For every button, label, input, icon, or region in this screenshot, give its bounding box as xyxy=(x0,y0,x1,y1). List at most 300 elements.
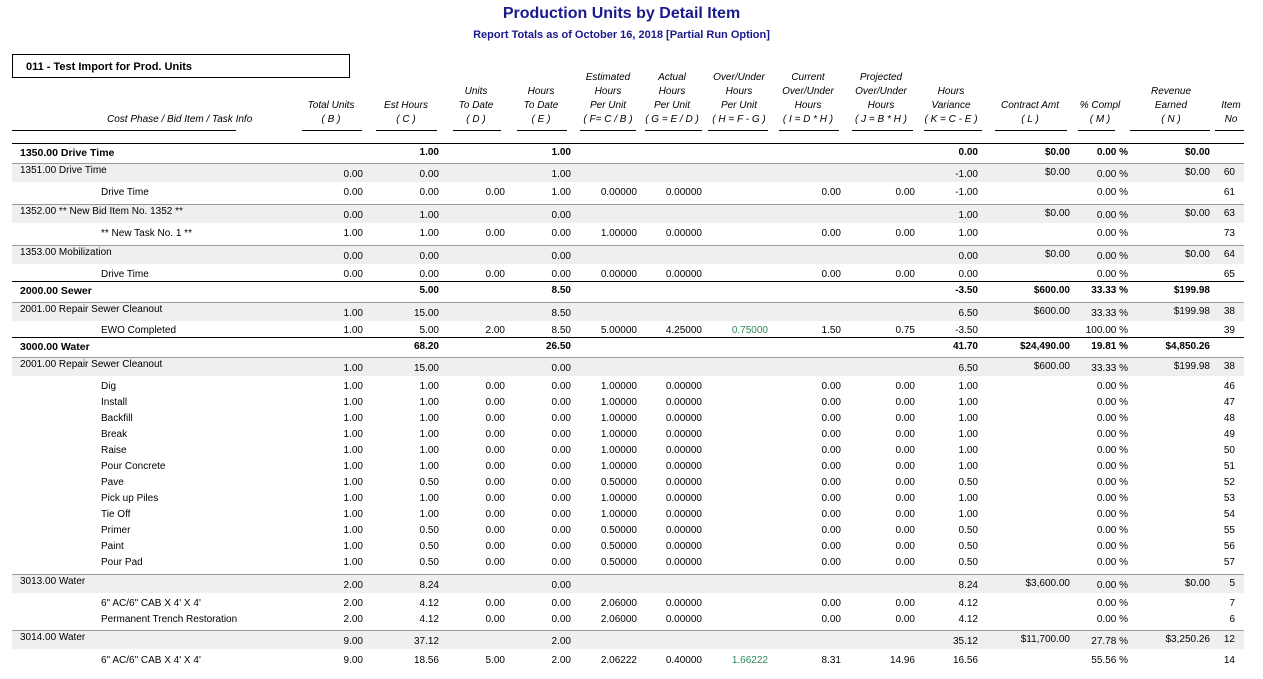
cell-hours-to-date: 0.00 xyxy=(551,228,571,239)
cell-est-hpu: 0.50000 xyxy=(600,541,637,552)
cell-act-hpu: 0.00000 xyxy=(665,614,702,625)
header-proj_ou: Projected Over/Under Hours ( J = B * H ) xyxy=(855,72,907,125)
cell-act-hpu: 0.00000 xyxy=(665,509,702,520)
cell-pct: 0.00 % xyxy=(1096,251,1128,262)
task-row xyxy=(12,655,1244,669)
row-info: 1350.00 Drive Time xyxy=(20,147,115,159)
task-row xyxy=(12,445,1244,459)
cell-total-units: 1.00 xyxy=(343,461,363,472)
cell-cur-ou: 0.00 xyxy=(821,461,841,472)
cell-est-hours: 1.00 xyxy=(419,210,439,221)
cell-est-hours: 1.00 xyxy=(419,413,439,424)
cell-est-hours: 1.00 xyxy=(419,445,439,456)
row-info: Backfill xyxy=(101,413,133,424)
cell-variance: 35.12 xyxy=(952,636,978,647)
cell-total-units: 1.00 xyxy=(343,228,363,239)
cell-pct: 0.00 % xyxy=(1096,147,1128,158)
cell-revenue: $199.98 xyxy=(1173,285,1210,296)
task-row xyxy=(12,525,1244,539)
cell-hours-to-date: 8.50 xyxy=(551,285,571,296)
cell-pct: 0.00 % xyxy=(1096,187,1128,198)
cell-est-hours: 0.00 xyxy=(419,169,439,180)
cell-cur-ou: 0.00 xyxy=(821,445,841,456)
cell-est-hours: 1.00 xyxy=(419,228,439,239)
cell-act-hpu: 0.00000 xyxy=(665,493,702,504)
cell-total-units: 0.00 xyxy=(343,251,363,262)
cell-variance: -3.50 xyxy=(955,285,978,296)
cell-total-units: 1.00 xyxy=(343,557,363,568)
cell-hours-to-date: 0.00 xyxy=(551,525,571,536)
cell-variance: 1.00 xyxy=(958,228,978,239)
cell-pct: 27.78 % xyxy=(1091,636,1128,647)
cell-contract: $600.00 xyxy=(1033,306,1070,317)
cell-cur-ou: 0.00 xyxy=(821,598,841,609)
cell-hours-to-date: 26.50 xyxy=(545,341,571,352)
cell-item-no: 38 xyxy=(1223,361,1235,372)
cell-revenue: $199.98 xyxy=(1173,361,1210,372)
cell-pct: 0.00 % xyxy=(1096,525,1128,536)
cell-item-no: 14 xyxy=(1223,655,1235,666)
cell-est-hours: 0.50 xyxy=(419,477,439,488)
cell-units-to-date: 0.00 xyxy=(485,413,505,424)
cell-units-to-date: 0.00 xyxy=(485,598,505,609)
cell-pct: 0.00 % xyxy=(1096,541,1128,552)
header-hours_to_date: Hours To Date ( E ) xyxy=(523,86,559,125)
header-underline xyxy=(302,130,362,131)
row-info: 1351.00 Drive Time xyxy=(20,165,107,176)
cell-contract: $600.00 xyxy=(1033,361,1070,372)
report-subtitle: Report Totals as of October 16, 2018 [Partial Run Option] xyxy=(473,29,770,41)
cell-hours-to-date: 0.00 xyxy=(551,445,571,456)
cell-item-no: 63 xyxy=(1223,208,1235,219)
cell-pct: 0.00 % xyxy=(1096,429,1128,440)
cell-cur-ou: 0.00 xyxy=(821,269,841,280)
cell-pct: 55.56 % xyxy=(1091,655,1128,666)
header-est_hours: Est Hours ( C ) xyxy=(384,100,428,125)
cell-pct: 0.00 % xyxy=(1096,477,1128,488)
cell-item-no: 64 xyxy=(1223,249,1235,260)
cell-item-no: 60 xyxy=(1223,167,1235,178)
cell-est-hours: 1.00 xyxy=(419,429,439,440)
header-underline xyxy=(852,130,913,131)
cell-total-units: 1.00 xyxy=(343,381,363,392)
header-underline xyxy=(12,130,236,131)
cell-pct: 33.33 % xyxy=(1091,363,1128,374)
cell-proj-ou: 0.00 xyxy=(895,493,915,504)
task-row xyxy=(12,397,1244,411)
row-info: 2001.00 Repair Sewer Cleanout xyxy=(20,304,163,315)
cell-units-to-date: 0.00 xyxy=(485,541,505,552)
cell-item-no: 57 xyxy=(1223,557,1235,568)
cell-est-hpu: 2.06000 xyxy=(600,614,637,625)
row-info: Break xyxy=(101,429,128,440)
cell-proj-ou: 14.96 xyxy=(889,655,915,666)
cell-variance: 8.24 xyxy=(958,580,978,591)
cell-variance: 1.00 xyxy=(958,445,978,456)
cell-cur-ou: 1.50 xyxy=(821,325,841,336)
phase-row xyxy=(12,341,1244,355)
cell-pct: 0.00 % xyxy=(1096,413,1128,424)
cell-contract: $3,600.00 xyxy=(1025,578,1070,589)
cell-proj-ou: 0.00 xyxy=(895,429,915,440)
cell-est-hpu: 0.00000 xyxy=(600,269,637,280)
header-underline xyxy=(453,130,501,131)
phase-divider xyxy=(12,337,1244,338)
row-info: 3013.00 Water xyxy=(20,576,86,587)
cell-hours-to-date: 1.00 xyxy=(551,169,571,180)
cell-variance: 41.70 xyxy=(952,341,978,352)
cell-item-no: 48 xyxy=(1223,413,1235,424)
cell-item-no: 54 xyxy=(1223,509,1235,520)
header-pct: % Compl ( M ) xyxy=(1079,100,1121,125)
cell-est-hours: 0.50 xyxy=(419,525,439,536)
cell-cur-ou: 0.00 xyxy=(821,525,841,536)
cell-units-to-date: 0.00 xyxy=(485,461,505,472)
cell-hours-to-date: 0.00 xyxy=(551,598,571,609)
task-row xyxy=(12,557,1244,571)
cell-cur-ou: 0.00 xyxy=(821,397,841,408)
cell-est-hpu: 2.06000 xyxy=(600,598,637,609)
cell-pct: 0.00 % xyxy=(1096,461,1128,472)
cell-variance: 0.50 xyxy=(958,541,978,552)
cell-ou-hpu: 0.75000 xyxy=(731,325,768,336)
cell-est-hours: 37.12 xyxy=(413,636,439,647)
cell-hours-to-date: 0.00 xyxy=(551,381,571,392)
cell-contract: $11,700.00 xyxy=(1020,634,1070,645)
cell-act-hpu: 0.00000 xyxy=(665,557,702,568)
cell-est-hours: 4.12 xyxy=(419,614,439,625)
cell-pct: 0.00 % xyxy=(1096,598,1128,609)
cell-contract: $24,490.00 xyxy=(1019,341,1070,352)
cell-est-hours: 0.00 xyxy=(419,269,439,280)
cell-est-hours: 1.00 xyxy=(419,147,439,158)
cell-item-no: 65 xyxy=(1223,269,1235,280)
cell-item-no: 46 xyxy=(1223,381,1235,392)
cell-est-hours: 1.00 xyxy=(419,397,439,408)
cell-contract: $0.00 xyxy=(1044,147,1070,158)
phase-row xyxy=(12,147,1244,161)
bid-row xyxy=(12,245,1244,264)
cell-cur-ou: 0.00 xyxy=(821,614,841,625)
phase-divider xyxy=(12,143,1244,144)
task-row xyxy=(12,228,1244,242)
row-info: Primer xyxy=(101,525,131,536)
task-row xyxy=(12,541,1244,555)
cell-variance: -3.50 xyxy=(955,325,978,336)
cell-est-hours: 5.00 xyxy=(419,285,439,296)
task-row xyxy=(12,429,1244,443)
cell-total-units: 1.00 xyxy=(343,541,363,552)
cell-pct: 33.33 % xyxy=(1091,308,1128,319)
cell-variance: 0.50 xyxy=(958,477,978,488)
cell-proj-ou: 0.00 xyxy=(895,461,915,472)
header-underline xyxy=(1215,130,1244,131)
cell-item-no: 55 xyxy=(1223,525,1235,536)
cell-variance: -1.00 xyxy=(955,187,978,198)
cell-pct: 0.00 % xyxy=(1096,169,1128,180)
row-info: Install xyxy=(101,397,128,408)
cell-item-no: 6 xyxy=(1229,614,1235,625)
cell-act-hpu: 0.00000 xyxy=(665,445,702,456)
cell-act-hpu: 0.00000 xyxy=(665,525,702,536)
cell-hours-to-date: 0.00 xyxy=(551,461,571,472)
cell-variance: 0.00 xyxy=(958,147,978,158)
cell-est-hpu: 1.00000 xyxy=(600,461,637,472)
row-info: 3014.00 Water xyxy=(20,632,86,643)
cell-est-hpu: 1.00000 xyxy=(600,413,637,424)
cell-pct: 0.00 % xyxy=(1096,381,1128,392)
header-cur_ou: Current Over/Under Hours ( I = D * H ) xyxy=(782,72,834,125)
cell-variance: 1.00 xyxy=(958,493,978,504)
cell-est-hours: 8.24 xyxy=(419,580,439,591)
cell-pct: 0.00 % xyxy=(1096,228,1128,239)
row-info: 6" AC/6" CAB X 4' X 4' xyxy=(101,655,201,666)
cell-pct: 33.33 % xyxy=(1091,285,1128,296)
cell-revenue: $199.98 xyxy=(1173,306,1210,317)
header-underline xyxy=(376,130,437,131)
cell-hours-to-date: 0.00 xyxy=(551,541,571,552)
cell-revenue: $0.00 xyxy=(1184,249,1210,260)
row-info: Pick up Piles xyxy=(101,493,159,504)
cell-item-no: 5 xyxy=(1229,578,1235,589)
cell-item-no: 7 xyxy=(1229,598,1235,609)
task-row xyxy=(12,461,1244,475)
row-info: Pour Pad xyxy=(101,557,143,568)
cell-item-no: 61 xyxy=(1223,187,1235,198)
cell-total-units: 2.00 xyxy=(343,598,363,609)
cell-act-hpu: 0.00000 xyxy=(665,461,702,472)
cell-act-hpu: 0.00000 xyxy=(665,541,702,552)
task-row xyxy=(12,598,1244,612)
row-info: 1352.00 ** New Bid Item No. 1352 ** xyxy=(20,206,183,217)
cell-hours-to-date: 0.00 xyxy=(551,251,571,262)
header-item_no: Item No xyxy=(1221,100,1241,125)
cell-pct: 0.00 % xyxy=(1096,509,1128,520)
cell-pct: 100.00 % xyxy=(1085,325,1128,336)
header-underline xyxy=(645,130,702,131)
cell-total-units: 2.00 xyxy=(343,614,363,625)
cell-est-hours: 15.00 xyxy=(413,308,439,319)
cell-units-to-date: 0.00 xyxy=(485,397,505,408)
task-row xyxy=(12,509,1244,523)
header-revenue: Revenue Earned ( N ) xyxy=(1150,86,1192,125)
cell-total-units: 2.00 xyxy=(343,580,363,591)
cell-total-units: 1.00 xyxy=(343,413,363,424)
cell-total-units: 1.00 xyxy=(343,363,363,374)
cell-hours-to-date: 0.00 xyxy=(551,363,571,374)
cell-variance: 4.12 xyxy=(958,614,978,625)
cell-variance: 1.00 xyxy=(958,397,978,408)
task-row xyxy=(12,614,1244,628)
row-info: Pave xyxy=(101,477,124,488)
cell-hours-to-date: 0.00 xyxy=(551,557,571,568)
cell-est-hours: 1.00 xyxy=(419,493,439,504)
cell-revenue: $0.00 xyxy=(1184,167,1210,178)
cell-units-to-date: 0.00 xyxy=(485,557,505,568)
cell-est-hours: 1.00 xyxy=(419,381,439,392)
header-act_hpu: Actual Hours Per Unit ( G = E / D ) xyxy=(645,72,699,125)
row-info: Dig xyxy=(101,381,117,392)
header-info: Cost Phase / Bid Item / Task Info xyxy=(107,114,253,125)
cell-cur-ou: 0.00 xyxy=(821,228,841,239)
cell-pct: 19.81 % xyxy=(1091,341,1128,352)
cell-units-to-date: 0.00 xyxy=(485,187,505,198)
cell-hours-to-date: 0.00 xyxy=(551,509,571,520)
bid-row xyxy=(12,163,1244,182)
header-est_hpu: Estimated Hours Per Unit ( F= C / B ) xyxy=(583,72,633,125)
cell-hours-to-date: 0.00 xyxy=(551,210,571,221)
cell-act-hpu: 4.25000 xyxy=(665,325,702,336)
cell-est-hours: 1.00 xyxy=(419,461,439,472)
cell-hours-to-date: 2.00 xyxy=(551,636,571,647)
cell-proj-ou: 0.00 xyxy=(895,598,915,609)
cell-total-units: 0.00 xyxy=(343,210,363,221)
header-units_to_date: Units To Date ( D ) xyxy=(458,86,494,125)
cell-contract: $0.00 xyxy=(1044,208,1070,219)
cell-total-units: 1.00 xyxy=(343,493,363,504)
cell-units-to-date: 5.00 xyxy=(485,655,505,666)
cell-act-hpu: 0.00000 xyxy=(665,381,702,392)
cell-est-hpu: 1.00000 xyxy=(600,228,637,239)
cell-hours-to-date: 8.50 xyxy=(551,325,571,336)
cell-est-hpu: 0.00000 xyxy=(600,187,637,198)
cell-hours-to-date: 0.00 xyxy=(551,397,571,408)
cell-units-to-date: 0.00 xyxy=(485,525,505,536)
cell-total-units: 9.00 xyxy=(343,636,363,647)
cell-pct: 0.00 % xyxy=(1096,445,1128,456)
cell-units-to-date: 0.00 xyxy=(485,381,505,392)
row-info: Permanent Trench Restoration xyxy=(101,614,238,625)
cell-variance: 4.12 xyxy=(958,598,978,609)
cell-act-hpu: 0.00000 xyxy=(665,228,702,239)
cell-proj-ou: 0.00 xyxy=(895,413,915,424)
row-info: Raise xyxy=(101,445,127,456)
cell-variance: 1.00 xyxy=(958,461,978,472)
cell-est-hpu: 0.50000 xyxy=(600,525,637,536)
cell-cur-ou: 0.00 xyxy=(821,541,841,552)
cell-variance: 0.00 xyxy=(958,269,978,280)
header-ou_hpu: Over/Under Hours Per Unit ( H = F - G ) xyxy=(712,72,766,125)
cell-est-hours: 0.50 xyxy=(419,541,439,552)
cell-proj-ou: 0.00 xyxy=(895,269,915,280)
cell-total-units: 1.00 xyxy=(343,477,363,488)
job-label: 011 - Test Import for Prod. Units xyxy=(12,54,350,78)
cell-units-to-date: 0.00 xyxy=(485,477,505,488)
cell-proj-ou: 0.75 xyxy=(895,325,915,336)
cell-item-no: 12 xyxy=(1223,634,1235,645)
cell-total-units: 1.00 xyxy=(343,397,363,408)
cell-act-hpu: 0.00000 xyxy=(665,598,702,609)
cell-cur-ou: 0.00 xyxy=(821,187,841,198)
cell-total-units: 1.00 xyxy=(343,445,363,456)
cell-est-hpu: 0.50000 xyxy=(600,557,637,568)
cell-total-units: 1.00 xyxy=(343,325,363,336)
cell-contract: $600.00 xyxy=(1033,285,1070,296)
cell-est-hours: 15.00 xyxy=(413,363,439,374)
row-info: Paint xyxy=(101,541,124,552)
cell-est-hpu: 1.00000 xyxy=(600,429,637,440)
cell-variance: 6.50 xyxy=(958,308,978,319)
cell-units-to-date: 0.00 xyxy=(485,509,505,520)
cell-proj-ou: 0.00 xyxy=(895,187,915,198)
cell-total-units: 0.00 xyxy=(343,187,363,198)
cell-act-hpu: 0.00000 xyxy=(665,429,702,440)
row-info: 2000.00 Sewer xyxy=(20,285,92,297)
cell-pct: 0.00 % xyxy=(1096,210,1128,221)
cell-est-hours: 0.00 xyxy=(419,187,439,198)
task-row xyxy=(12,187,1244,201)
cell-act-hpu: 0.00000 xyxy=(665,187,702,198)
cell-hours-to-date: 0.00 xyxy=(551,580,571,591)
cell-revenue: $3,250.26 xyxy=(1165,634,1210,645)
row-info: Drive Time xyxy=(101,187,149,198)
row-info: 1353.00 Mobilization xyxy=(20,247,112,258)
cell-hours-to-date: 0.00 xyxy=(551,477,571,488)
cell-hours-to-date: 0.00 xyxy=(551,429,571,440)
cell-item-no: 50 xyxy=(1223,445,1235,456)
cell-cur-ou: 0.00 xyxy=(821,557,841,568)
header-underline xyxy=(779,130,839,131)
header-underline xyxy=(1078,130,1115,131)
cell-hours-to-date: 0.00 xyxy=(551,614,571,625)
cell-total-units: 1.00 xyxy=(343,525,363,536)
cell-proj-ou: 0.00 xyxy=(895,614,915,625)
row-info: Drive Time xyxy=(101,269,149,280)
phase-divider xyxy=(12,281,1244,282)
cell-proj-ou: 0.00 xyxy=(895,445,915,456)
cell-est-hours: 0.50 xyxy=(419,557,439,568)
cell-est-hpu: 2.06222 xyxy=(600,655,637,666)
row-info: EWO Completed xyxy=(101,325,177,336)
cell-est-hours: 4.12 xyxy=(419,598,439,609)
cell-est-hpu: 1.00000 xyxy=(600,445,637,456)
cell-hours-to-date: 8.50 xyxy=(551,308,571,319)
cell-pct: 0.00 % xyxy=(1096,493,1128,504)
cell-hours-to-date: 0.00 xyxy=(551,269,571,280)
cell-units-to-date: 0.00 xyxy=(485,614,505,625)
header-contract: Contract Amt ( L ) xyxy=(1001,100,1059,125)
cell-hours-to-date: 2.00 xyxy=(551,655,571,666)
cell-proj-ou: 0.00 xyxy=(895,228,915,239)
header-underline xyxy=(580,130,636,131)
row-info: Pour Concrete xyxy=(101,461,166,472)
cell-item-no: 56 xyxy=(1223,541,1235,552)
cell-item-no: 53 xyxy=(1223,493,1235,504)
header-total_units: Total Units ( B ) xyxy=(307,100,355,125)
cell-units-to-date: 2.00 xyxy=(485,325,505,336)
cell-pct: 0.00 % xyxy=(1096,269,1128,280)
report-title: Production Units by Detail Item xyxy=(502,5,741,22)
cell-units-to-date: 0.00 xyxy=(485,269,505,280)
cell-revenue: $0.00 xyxy=(1184,578,1210,589)
cell-variance: 1.00 xyxy=(958,509,978,520)
cell-est-hpu: 5.00000 xyxy=(600,325,637,336)
cell-est-hpu: 1.00000 xyxy=(600,493,637,504)
cell-proj-ou: 0.00 xyxy=(895,557,915,568)
row-info: 3000.00 Water xyxy=(20,341,90,353)
cell-total-units: 9.00 xyxy=(343,655,363,666)
cell-est-hours: 5.00 xyxy=(419,325,439,336)
bid-row xyxy=(12,204,1244,223)
header-underline xyxy=(924,130,982,131)
cell-item-no: 38 xyxy=(1223,306,1235,317)
task-row xyxy=(12,493,1244,507)
cell-total-units: 0.00 xyxy=(343,169,363,180)
cell-est-hours: 0.00 xyxy=(419,251,439,262)
cell-contract: $0.00 xyxy=(1044,249,1070,260)
cell-variance: 6.50 xyxy=(958,363,978,374)
cell-proj-ou: 0.00 xyxy=(895,381,915,392)
